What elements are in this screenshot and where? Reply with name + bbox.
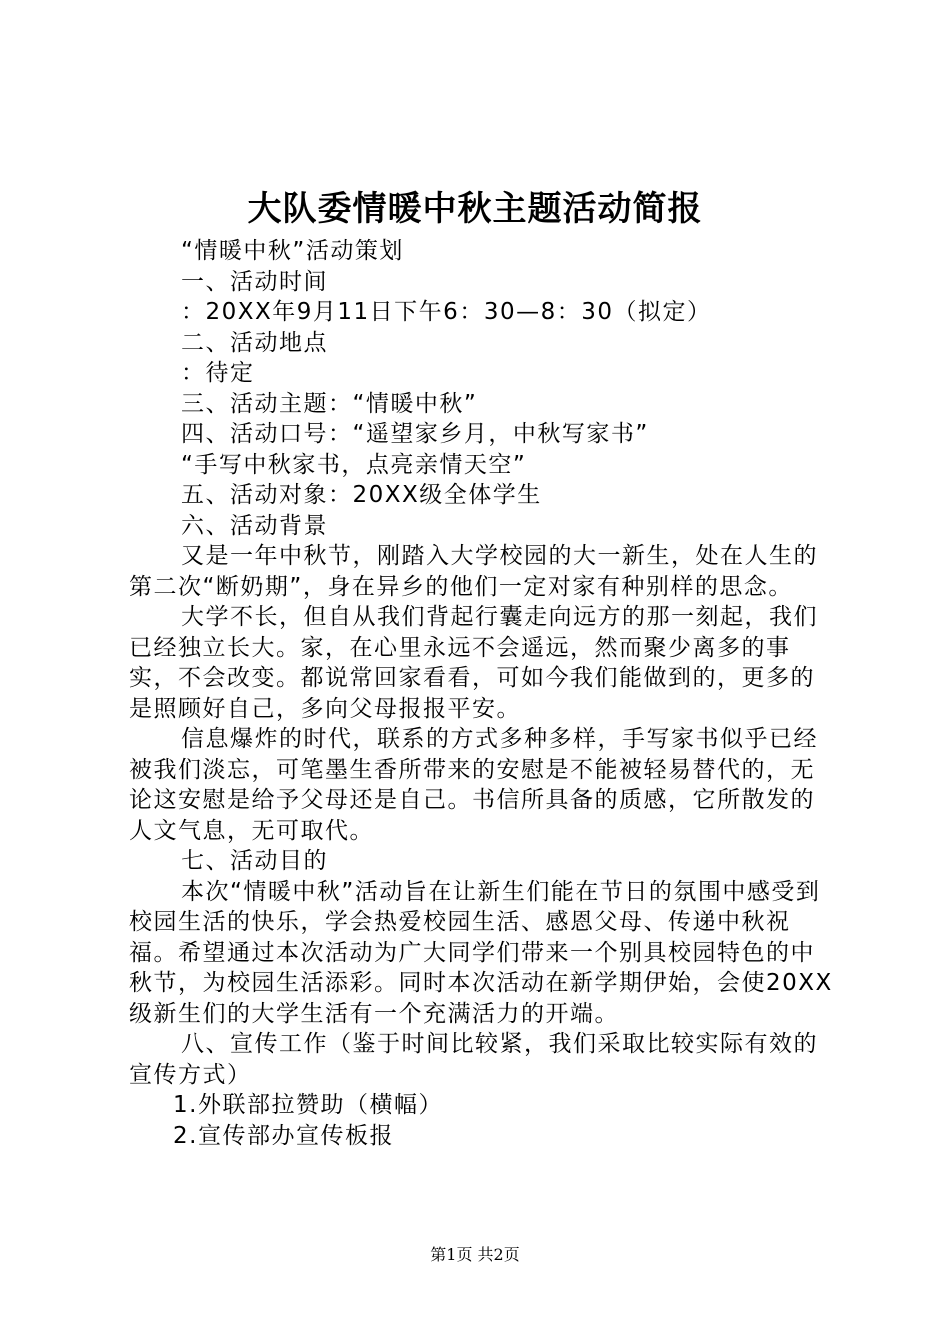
list-item-sponsorship: 1.外联部拉赞助（横幅） — [173, 1092, 443, 1118]
paragraph-time-heading: 一、活动时间 — [181, 268, 328, 295]
paragraph-background-3: 信息爆炸的时代，联系的方式多种多样，手写家书似乎已经被我们淡忘，可笔墨生香所带来的安慰是不能被轻易替代的，无论这安慰是给予父母还是自己。书信所具备的质感，它所散发的人文气息，无可取代。 — [129, 726, 818, 844]
paragraph-plan-heading: “情暖中秋”活动策划 — [181, 238, 404, 264]
document-body — [129, 236, 834, 1151]
page-footer: 第1页 共2页 — [430, 1245, 520, 1264]
paragraph-purpose-body: 本次“情暖中秋”活动旨在让新生们能在节日的氛围中感受到校园生活的快乐，学会热爱校园生活、感恩父母、传递中秋祝福。希望通过本次活动为广大同学们带来一个别具校园特色的中秋节，为校园生活添彩。同时本次活动在新学期伊始，会使20XX级新生们的大学生活有一个充满活力的开端。 — [129, 878, 833, 1027]
paragraph-theme: 三、活动主题：“情暖中秋” — [181, 390, 478, 417]
paragraph-time-value: ：20XX年9月11日下午6：30—8：30（拟定） — [181, 299, 712, 325]
paragraph-publicity-heading: 八、宣传工作（鉴于时间比较紧，我们采取比较实际有效的宣传方式） — [129, 1031, 818, 1088]
paragraph-audience: 五、活动对象：20XX级全体学生 — [181, 482, 542, 508]
paragraph-purpose-heading: 七、活动目的 — [181, 848, 328, 874]
paragraph-location-value: ：待定 — [181, 360, 255, 386]
paragraph-slogan: 四、活动口号：“遥望家乡月，中秋写家书” — [181, 421, 649, 447]
paragraph-background-2: 大学不长，但自从我们背起行囊走向远方的那一刻起，我们已经独立长大。家，在心里永远不会遥远，然而聚少离多的事实，不会改变。都说常回家看看，可如今我们能做到的，更多的是照顾好自己，多向父母报报平安。 — [129, 604, 818, 722]
paragraph-location-heading: 二、活动地点 — [181, 329, 328, 356]
list-item-blackboard: 2.宣传部办宣传板报 — [173, 1122, 394, 1149]
document-title: 大队委情暖中秋主题活动简报 — [247, 189, 703, 229]
paragraph-background-1: 又是一年中秋节，刚踏入大学校园的大一新生，处在人生的第二次“断奶期”，身在异乡的他们一定对家有种别样的思念。 — [129, 543, 818, 600]
paragraph-slogan-2: “手写中秋家书，点亮亲情天空” — [181, 451, 527, 478]
paragraph-background-heading: 六、活动背景 — [181, 512, 328, 539]
